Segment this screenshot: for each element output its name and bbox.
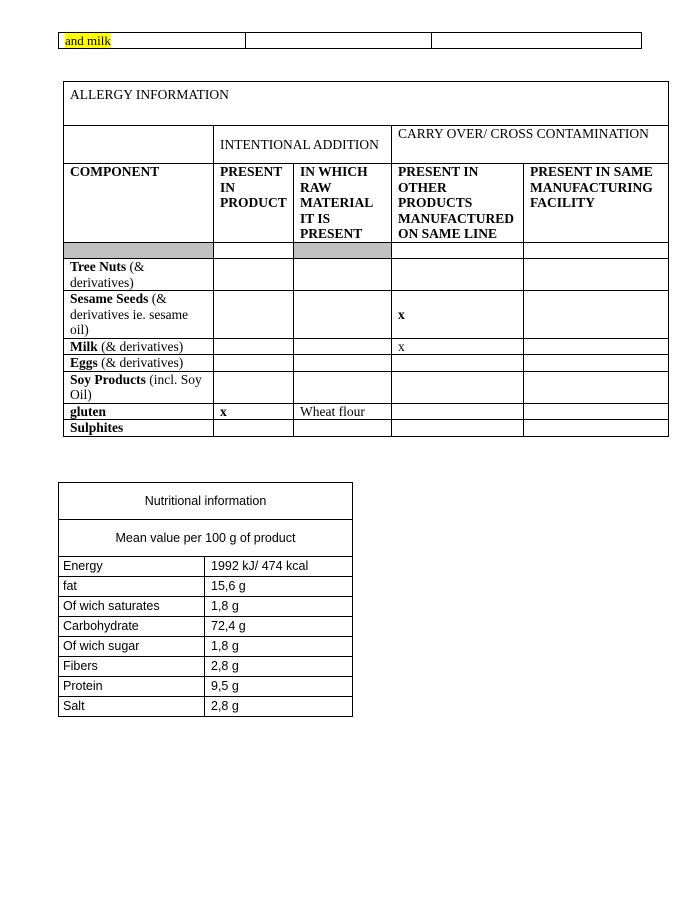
highlighted-text: and milk	[65, 33, 111, 48]
separator-cell	[392, 243, 524, 259]
shaded-cell	[64, 243, 214, 259]
table-row	[64, 403, 669, 420]
present-cell	[214, 338, 294, 355]
same-line-cell	[392, 355, 524, 372]
present-cell	[214, 259, 294, 291]
component-cell	[64, 355, 214, 372]
separator-cell	[214, 243, 294, 259]
present-in-product-header: PRESENT IN PRODUCT	[214, 164, 294, 243]
intentional-addition-header: INTENTIONAL ADDITION	[214, 126, 392, 164]
separator-cell	[524, 243, 669, 259]
same-line-cell	[392, 403, 524, 420]
same-facility-cell	[524, 420, 669, 437]
raw-material-cell	[294, 420, 392, 437]
same-facility-cell	[524, 403, 669, 420]
table-row	[59, 677, 353, 697]
nutrition-table	[58, 482, 353, 717]
table-row	[64, 338, 669, 355]
same-line-cell	[392, 259, 524, 291]
component-name: Soy Products	[70, 371, 146, 387]
present-cell	[214, 371, 294, 403]
table-row	[64, 355, 669, 372]
allergy-group-row	[64, 126, 669, 164]
fragment-cell-empty	[432, 33, 642, 49]
fragment-cell	[59, 33, 246, 49]
fragment-cell-empty	[246, 33, 432, 49]
table-row	[59, 617, 353, 637]
component-note: (& derivatives)	[97, 338, 184, 354]
raw-material-cell: Wheat flour	[294, 403, 392, 420]
nutrient-label: Salt	[59, 697, 205, 717]
component-cell	[64, 371, 214, 403]
nutrient-value: 9,5 g	[205, 677, 353, 697]
table-row	[59, 637, 353, 657]
component-name: gluten	[70, 403, 107, 419]
component-name: Eggs	[70, 355, 98, 370]
shaded-separator-row	[64, 243, 669, 259]
nutrient-value: 2,8 g	[205, 657, 353, 677]
same-line-header: PRESENT IN OTHER PRODUCTS MANUFACTURED ON SAME LINE	[392, 164, 524, 243]
same-facility-cell	[524, 338, 669, 355]
nutrition-title: Nutritional information	[59, 483, 353, 520]
table-row	[59, 697, 353, 717]
raw-material-header: IN WHICH RAW MATERIAL IT IS PRESENT	[294, 164, 392, 243]
nutrient-label: Energy	[59, 557, 205, 577]
component-note: (& derivatives)	[70, 259, 145, 290]
table-row	[59, 577, 353, 597]
component-cell	[64, 338, 214, 355]
same-line-cell	[392, 371, 524, 403]
nutrient-value: 2,8 g	[205, 697, 353, 717]
present-cell	[214, 355, 294, 372]
allergy-column-headers	[64, 164, 669, 243]
allergy-title: ALLERGY INFORMATION	[64, 82, 669, 126]
table-row	[59, 557, 353, 577]
shaded-cell	[294, 243, 392, 259]
fragment-row	[59, 33, 642, 49]
table-row	[64, 291, 669, 339]
group-cell-empty	[64, 126, 214, 164]
same-facility-cell	[524, 259, 669, 291]
raw-material-cell	[294, 338, 392, 355]
present-cell	[214, 291, 294, 339]
component-note: (& derivatives)	[97, 355, 184, 370]
nutrient-value: 1992 kJ/ 474 kcal	[205, 557, 353, 577]
component-cell	[64, 420, 214, 437]
carry-over-header: CARRY OVER/ CROSS CONTAMINATION	[392, 126, 669, 164]
component-name: Milk	[70, 338, 98, 354]
raw-material-cell	[294, 291, 392, 339]
component-cell	[64, 403, 214, 420]
component-name: Sulphites	[70, 420, 124, 435]
component-cell	[64, 259, 214, 291]
raw-material-cell	[294, 259, 392, 291]
same-line-cell: x	[392, 291, 524, 339]
component-cell	[64, 291, 214, 339]
component-header: COMPONENT	[64, 164, 214, 243]
raw-material-cell	[294, 371, 392, 403]
nutrient-value: 1,8 g	[205, 637, 353, 657]
component-name: Tree Nuts	[70, 259, 127, 274]
present-cell: x	[214, 403, 294, 420]
nutrition-subtitle-row	[59, 520, 353, 557]
nutrition-subtitle: Mean value per 100 g of product	[59, 520, 353, 557]
nutrient-value: 15,6 g	[205, 577, 353, 597]
table-row	[64, 259, 669, 291]
same-line-cell: x	[392, 338, 524, 355]
nutrient-label: Of wich sugar	[59, 637, 205, 657]
raw-material-cell	[294, 355, 392, 372]
same-facility-header: PRESENT IN SAME MANUFACTURING FACILITY	[524, 164, 669, 243]
table-row	[64, 371, 669, 403]
allergy-title-row	[64, 82, 669, 126]
same-facility-cell	[524, 371, 669, 403]
previous-table-fragment	[58, 32, 642, 49]
component-name: Sesame Seeds	[70, 291, 149, 306]
table-row	[64, 420, 669, 437]
nutrient-label: fat	[59, 577, 205, 597]
nutrient-label: Of wich saturates	[59, 597, 205, 617]
same-line-cell	[392, 420, 524, 437]
same-facility-cell	[524, 355, 669, 372]
nutrient-label: Carbohydrate	[59, 617, 205, 637]
table-row	[59, 597, 353, 617]
component-note: (& derivatives ie. sesame oil)	[70, 291, 189, 337]
nutrient-value: 1,8 g	[205, 597, 353, 617]
component-note: (incl. Soy Oil)	[70, 371, 202, 402]
table-row	[59, 657, 353, 677]
same-facility-cell	[524, 291, 669, 339]
present-cell	[214, 420, 294, 437]
nutrient-value: 72,4 g	[205, 617, 353, 637]
nutrient-label: Fibers	[59, 657, 205, 677]
nutrient-label: Protein	[59, 677, 205, 697]
allergy-table	[63, 81, 669, 437]
nutrition-title-row	[59, 483, 353, 520]
